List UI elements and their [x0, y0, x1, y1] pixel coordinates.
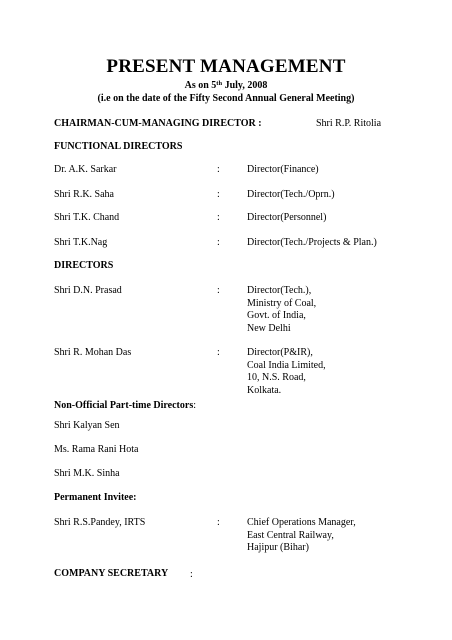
functional-director-separator: :	[217, 212, 220, 223]
director-address-line: Govt. of India,	[247, 310, 306, 321]
cmd-heading: CHAIRMAN-CUM-MANAGING DIRECTOR :	[54, 118, 262, 129]
as-on-suffix: July, 2008	[222, 80, 268, 91]
as-on-note: (i.e on the date of the Fifty Second Annual General Meeting)	[97, 93, 355, 104]
director-separator: :	[217, 347, 220, 358]
non-official-directors-heading	[54, 395, 196, 413]
director-address-line: Director(P&IR),	[247, 347, 313, 358]
director-address-line: Director(Tech.),	[247, 285, 312, 296]
invitee-address-line: East Central Railway,	[247, 529, 334, 541]
functional-directors-heading: FUNCTIONAL DIRECTORS	[54, 141, 183, 152]
director-address-line: Ministry of Coal,	[247, 297, 317, 309]
page-title: PRESENT MANAGEMENT	[106, 56, 346, 77]
cmd-name: Shri R.P. Ritolia	[316, 118, 382, 129]
non-official-heading-text: Non-Official Part-time Directors	[54, 400, 194, 411]
functional-director-separator: :	[217, 164, 220, 175]
non-official-director-name: Shri Kalyan Sen	[54, 420, 120, 431]
director-address-line: Kolkata.	[247, 384, 282, 396]
directors-heading: DIRECTORS	[54, 260, 114, 271]
director-address	[247, 285, 316, 335]
functional-director-name: Shri R.K. Saha	[54, 189, 114, 200]
invitee-address	[247, 517, 356, 555]
functional-director-separator: :	[217, 237, 220, 248]
functional-director-role: Director(Personnel)	[247, 212, 327, 223]
director-address	[247, 347, 326, 397]
non-official-director-name: Shri M.K. Sinha	[54, 468, 120, 479]
permanent-invitee-heading: Permanent Invitee:	[54, 492, 137, 503]
non-official-heading-colon: :	[193, 400, 196, 411]
as-on-prefix: As on 5	[184, 80, 217, 91]
invitee-address-line: Hajipur (Bihar)	[247, 542, 309, 553]
functional-director-name: Dr. A.K. Sarkar	[54, 164, 117, 175]
director-name: Shri R. Mohan Das	[54, 347, 132, 358]
functional-director-name: Shri T.K.Nag	[54, 237, 108, 248]
director-name: Shri D.N. Prasad	[54, 285, 122, 296]
functional-director-name: Shri T.K. Chand	[54, 212, 120, 223]
director-address-line: Coal India Limited,	[247, 359, 326, 371]
as-on-date	[0, 80, 452, 91]
director-address-line: 10, N.S. Road,	[247, 372, 306, 383]
director-separator: :	[217, 285, 220, 296]
non-official-director-name: Ms. Rama Rani Hota	[54, 444, 139, 455]
functional-director-separator: :	[217, 189, 220, 200]
functional-director-role: Director(Finance)	[247, 164, 319, 175]
invitee-name: Shri R.S.Pandey, IRTS	[54, 517, 146, 528]
director-address-line: New Delhi	[247, 322, 291, 334]
company-secretary-separator: :	[190, 569, 193, 580]
invitee-address-line: Chief Operations Manager,	[247, 517, 356, 528]
invitee-separator: :	[217, 517, 220, 528]
functional-director-role: Director(Tech./Oprn.)	[247, 189, 335, 200]
functional-director-role: Director(Tech./Projects & Plan.)	[247, 237, 377, 248]
company-secretary-heading: COMPANY SECRETARY	[54, 568, 169, 579]
as-on-superscript: th	[216, 80, 223, 87]
